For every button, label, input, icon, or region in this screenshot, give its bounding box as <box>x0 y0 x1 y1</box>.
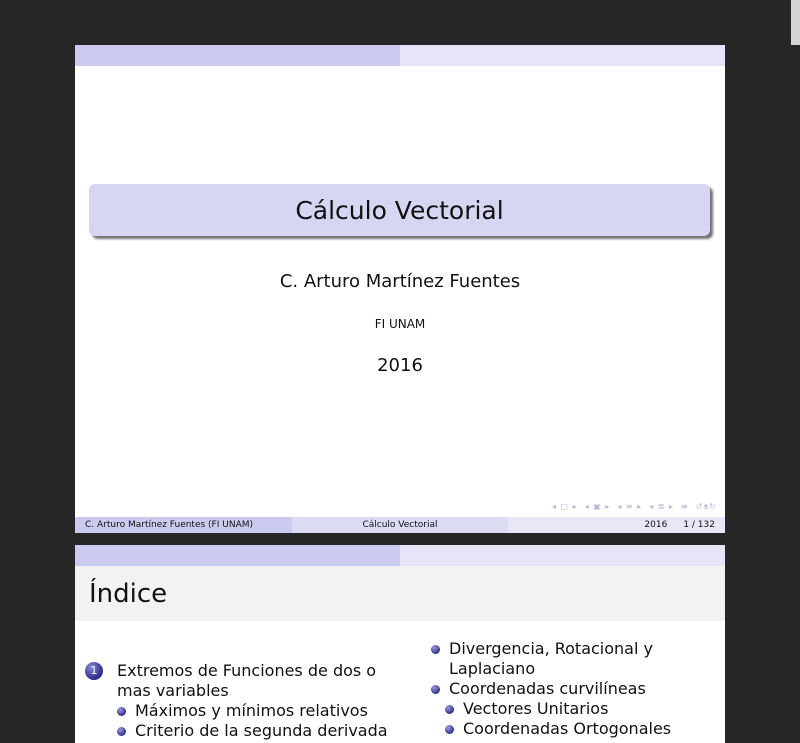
nav-align-icon[interactable]: ◂ ≣ ▸ <box>649 501 675 511</box>
headline-right <box>400 45 725 66</box>
toc-subsubsection[interactable] <box>445 719 721 739</box>
footer-title: Cálculo Vectorial <box>292 517 508 533</box>
toc-left-column <box>85 661 390 741</box>
footer-page-number: 1 / 132 <box>683 520 715 530</box>
bullet-icon <box>445 705 454 714</box>
toc-section[interactable] <box>85 661 390 701</box>
headline-right <box>400 545 725 566</box>
scrollbar-thumb[interactable] <box>791 0 800 45</box>
toc-subsection-label: Coordenadas curvilíneas <box>449 679 646 698</box>
bullet-icon <box>431 645 440 654</box>
nav-align-icon[interactable]: ≡ <box>681 501 689 511</box>
section-number-ball: 1 <box>85 662 103 680</box>
slide-headline-bar <box>75 545 725 566</box>
footer-date-page <box>508 517 725 533</box>
nav-search-icon[interactable]: ↺ᴥ↻ <box>695 501 717 511</box>
slide-title-page <box>75 45 725 533</box>
presentation-author: C. Arturo Martínez Fuentes <box>279 271 521 292</box>
toc-subsection-label: Divergencia, Rotacional y Laplaciano <box>449 639 653 678</box>
toc-subsection-label: Criterio de la segunda derivada <box>135 721 388 740</box>
toc-subsubsection-label: Coordenadas Ortogonales <box>463 719 672 738</box>
nav-frame-left-icon[interactable]: ◂ □ ▸ <box>552 501 578 511</box>
slide-index <box>75 545 725 743</box>
frame-title: Índice <box>89 578 168 609</box>
beamer-navigation-symbols[interactable] <box>552 500 717 512</box>
toc-subsection[interactable] <box>431 639 721 679</box>
bullet-icon <box>445 725 454 734</box>
bullet-icon <box>117 727 126 736</box>
presentation-title: Cálculo Vectorial <box>295 195 504 225</box>
slide-headline-bar <box>75 45 725 66</box>
footer-date: 2016 <box>644 520 668 530</box>
presentation-institute: FI UNAM <box>374 317 426 331</box>
footer-author: C. Arturo Martínez Fuentes (FI UNAM) <box>75 517 292 533</box>
toc-subsubsection-label: Vectores Unitarios <box>463 699 609 718</box>
presentation-date: 2016 <box>377 355 423 376</box>
toc-subsection[interactable] <box>431 679 721 699</box>
title-block <box>89 184 710 236</box>
toc-right-column <box>431 639 721 739</box>
bullet-icon <box>117 707 126 716</box>
headline-left <box>75 45 400 66</box>
nav-section-icon[interactable]: ◂ ≡ ▸ <box>617 501 643 511</box>
nav-subsection-icon[interactable]: ◂ ▣ ▸ <box>584 501 611 511</box>
toc-subsection-label: Máximos y mínimos relativos <box>135 701 368 720</box>
bullet-icon <box>431 685 440 694</box>
headline-left <box>75 545 400 566</box>
toc-subsection[interactable] <box>117 701 390 721</box>
toc-subsection[interactable] <box>117 721 390 741</box>
toc-subsubsection[interactable] <box>445 699 721 719</box>
frame-title-bar <box>75 566 725 621</box>
slide-footline <box>75 517 725 533</box>
toc-section-label: Extremos de Funciones de dos o mas variables <box>117 661 377 700</box>
